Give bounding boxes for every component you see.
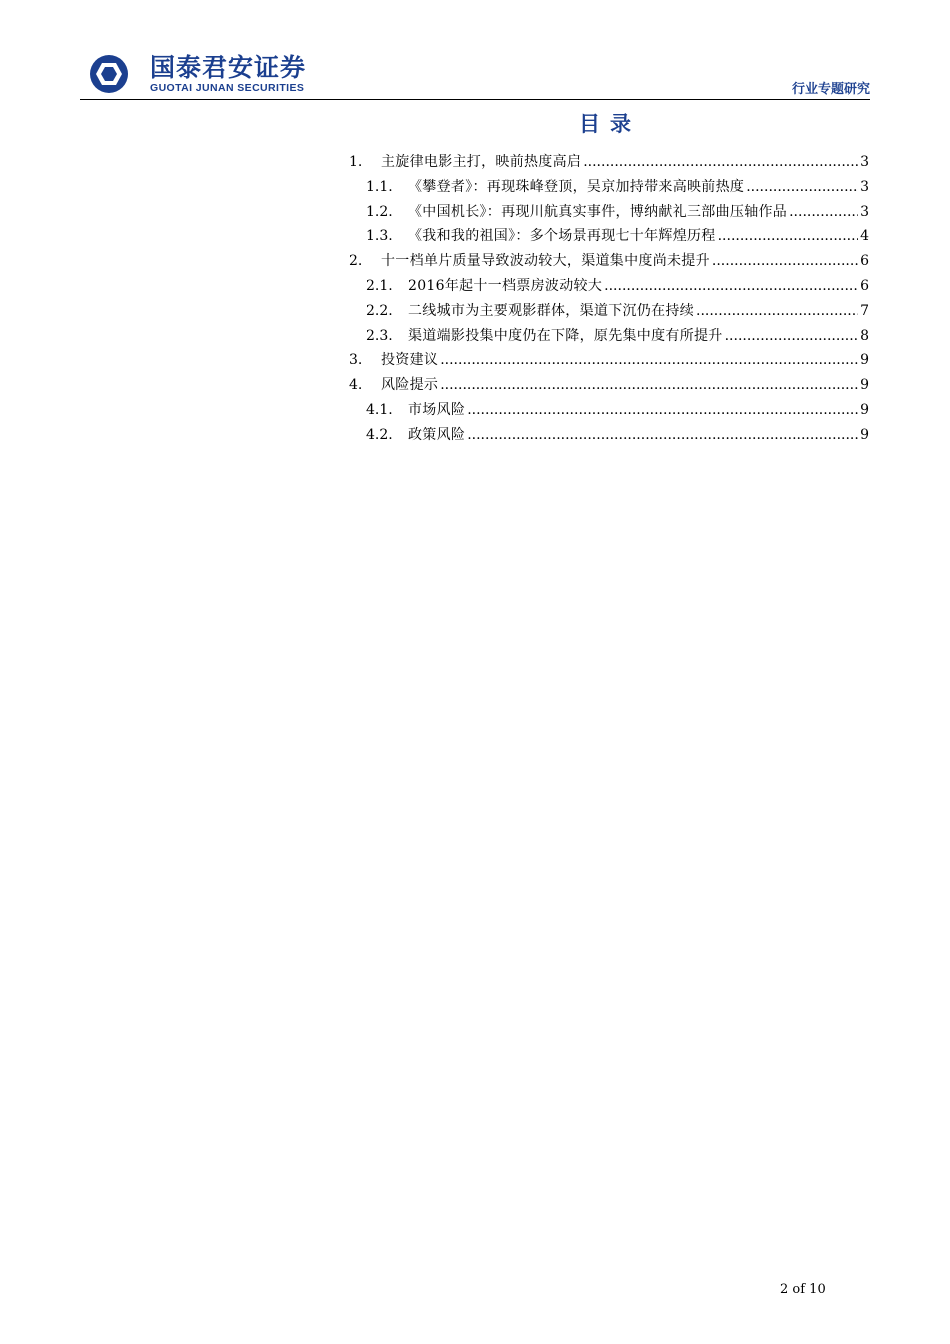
toc-leader-dots	[467, 402, 858, 418]
toc-entry-title: 《攀登者》：再现珠峰登顶，吴京加持带来高映前热度	[408, 178, 745, 195]
toc-entry-page: 9	[860, 401, 869, 418]
toc-entry[interactable]	[349, 225, 869, 250]
toc-entry-page: 9	[860, 377, 869, 394]
page-number: 2 of 10	[780, 1282, 826, 1297]
toc-entry-number: 2.3.	[366, 327, 393, 344]
page-header	[80, 50, 870, 98]
toc-entry-number: 3.	[349, 352, 363, 369]
toc-leader-dots	[696, 303, 858, 319]
toc-leader-dots	[789, 204, 858, 220]
toc-entry-title: 渠道端影投集中度仍在下降，原先集中度有所提升	[408, 327, 723, 344]
toc-leader-dots	[604, 278, 858, 294]
toc-entry-number: 1.	[349, 154, 363, 170]
toc-entry-number: 1.1.	[366, 178, 393, 195]
toc-entry-page: 3	[860, 203, 869, 220]
toc-entry-page: 9	[860, 426, 869, 443]
toc-entry[interactable]	[349, 201, 869, 226]
header-divider	[80, 99, 870, 100]
toc-leader-dots	[718, 228, 858, 244]
toc-entry-page: 6	[860, 277, 869, 294]
toc-entry-number: 4.	[349, 377, 363, 394]
table-of-contents	[349, 151, 869, 449]
logo-mark-icon	[80, 54, 138, 94]
toc-entry-title: 投资建议	[381, 352, 439, 369]
toc-entry-title: 政策风险	[408, 426, 466, 443]
toc-entry[interactable]	[349, 300, 869, 325]
toc-entry-page: 8	[860, 327, 869, 344]
toc-title: 目录	[579, 112, 641, 136]
toc-entry-page: 7	[860, 302, 869, 319]
company-name-en: GUOTAI JUNAN SECURITIES	[150, 82, 305, 94]
company-name-cn: 国泰君安证券	[150, 53, 307, 82]
toc-leader-dots	[440, 352, 858, 368]
toc-entry-number: 1.3.	[366, 228, 393, 245]
toc-leader-dots	[467, 427, 858, 443]
toc-entry-page: 6	[860, 253, 869, 270]
toc-entry-title: 2016年起十一档票房波动较大	[408, 277, 603, 294]
toc-leader-dots	[746, 179, 858, 195]
toc-entry-number: 2.1.	[366, 277, 393, 294]
toc-leader-dots	[440, 377, 858, 393]
toc-entry[interactable]	[349, 176, 869, 201]
toc-entry[interactable]	[349, 374, 869, 399]
toc-entry[interactable]	[349, 250, 869, 275]
toc-leader-dots	[712, 253, 858, 269]
toc-entry-number: 4.1.	[366, 401, 393, 418]
toc-entry-page: 4	[860, 228, 869, 245]
toc-entry-number: 4.2.	[366, 426, 393, 443]
toc-entry-number: 1.2.	[366, 203, 393, 220]
toc-entry-page: 3	[860, 154, 869, 170]
toc-entry-title: 十一档单片质量导致波动较大，渠道集中度尚未提升	[381, 253, 710, 270]
toc-entry-page: 3	[860, 178, 869, 195]
toc-leader-dots	[725, 328, 858, 344]
report-type-label: 行业专题研究	[791, 82, 870, 97]
toc-entry-page: 9	[860, 352, 869, 369]
toc-entry[interactable]	[349, 275, 869, 300]
toc-entry-title: 市场风险	[408, 401, 466, 418]
toc-entry-number: 2.2.	[366, 302, 393, 319]
toc-entry[interactable]	[349, 399, 869, 424]
toc-entry-title: 二线城市为主要观影群体，渠道下沉仍在持续	[408, 302, 694, 319]
toc-entry[interactable]	[349, 349, 869, 374]
toc-entry-title: 风险提示	[381, 377, 439, 394]
toc-entry[interactable]	[349, 325, 869, 350]
toc-entry[interactable]	[349, 424, 869, 449]
company-logo	[80, 54, 306, 94]
toc-leader-dots	[583, 154, 858, 170]
toc-entry-title: 主旋律电影主打，映前热度高启	[381, 154, 582, 170]
toc-entry-title: 《我和我的祖国》：多个场景再现七十年辉煌历程	[408, 228, 716, 245]
toc-entry-number: 2.	[349, 253, 363, 270]
toc-entry[interactable]	[349, 151, 869, 176]
toc-entry-title: 《中国机长》：再现川航真实事件，博纳献礼三部曲压轴作品	[408, 203, 788, 220]
